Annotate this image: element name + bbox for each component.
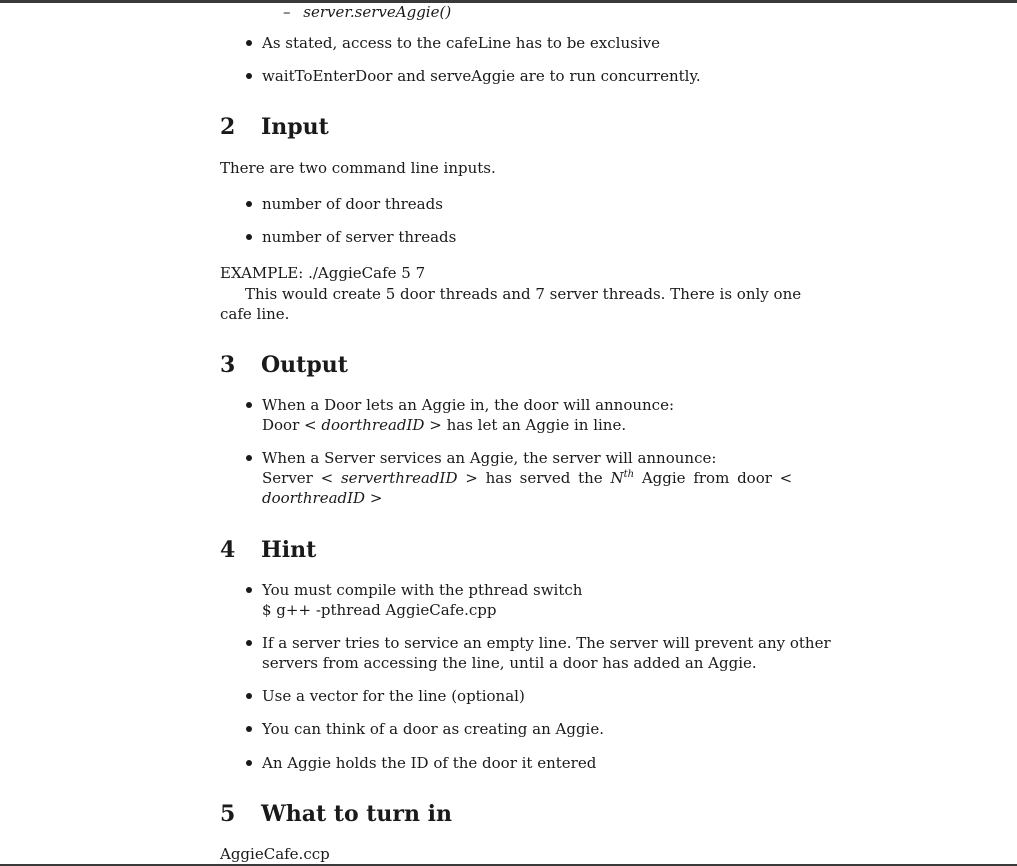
output-door-line1: When a Door lets an Aggie in, the door will announce: [262,396,675,414]
section-3-title: Output [261,352,348,378]
bullet-door-threads: number of door threads [262,195,443,213]
input-intro: There are two command line inputs. [220,159,496,177]
th-superscript: th [623,469,635,480]
hint-door-creates-aggie: You can think of a door as creating an Aggie. [262,720,605,738]
door-format-suffix: > has let an Aggie in line. [429,416,627,434]
n-letter: N [610,469,624,487]
example-description-line2: cafe line. [220,305,290,323]
hint-empty-line [262,633,831,673]
section-5-title: What to turn in [261,801,453,827]
output-server-item [262,448,792,508]
door-thread-id-var-2: doorthreadID [262,489,366,507]
hint-empty-line-2: servers from accessing the line, until a door has added an Aggie. [262,654,757,672]
nth-symbol [610,469,634,487]
bullet-server-threads: number of server threads [262,228,457,246]
server-thread-id-var: serverthreadID [340,469,458,487]
output-server-format-cont [262,488,792,508]
hint-empty-line-1: If a server tries to service an empty line. The server will prevent any other [262,634,831,652]
door-format-prefix: Door < [262,416,317,434]
dash: – [283,3,291,21]
server-format-mid: > has served the [465,469,603,487]
hint-compile-command: $ g++ -pthread AggieCafe.cpp [262,601,497,619]
turn-in-file: AggieCafe.ccp [220,845,330,863]
section-3-number: 3 [220,352,236,378]
server-format-end: > [369,489,383,507]
hint-vector: Use a vector for the line (optional) [262,687,525,705]
output-server-format [262,468,792,488]
section-4-number: 4 [220,537,236,563]
sub-item-serve-aggie [283,2,451,22]
bullet-concurrency: waitToEnterDoor and serveAggie are to run concurrently. [262,67,701,85]
hint-pthread [262,580,582,620]
hint-pthread-line1: You must compile with the pthread switch [262,581,583,599]
server-format-prefix: Server < [262,469,334,487]
code-serve-aggie: server.serveAggie() [303,3,452,21]
section-2-number: 2 [220,114,236,140]
server-format-suffix: Aggie from door < [641,469,793,487]
door-thread-id-var: doorthreadID [321,416,425,434]
section-2-title: Input [261,114,329,140]
example-description-line1: This would create 5 door threads and 7 server threads. There is only one [245,285,802,303]
example-command: EXAMPLE: ./AggieCafe 5 7 [220,264,426,282]
hint-aggie-holds-id: An Aggie holds the ID of the door it entered [262,754,597,772]
output-server-line1: When a Server services an Aggie, the server will announce: [262,449,717,467]
output-door-item [262,395,674,435]
bullet-exclusive-access: As stated, access to the cafeLine has to be exclusive [262,34,660,52]
section-5-number: 5 [220,801,236,827]
section-4-title: Hint [261,537,317,563]
output-door-format [262,415,674,435]
